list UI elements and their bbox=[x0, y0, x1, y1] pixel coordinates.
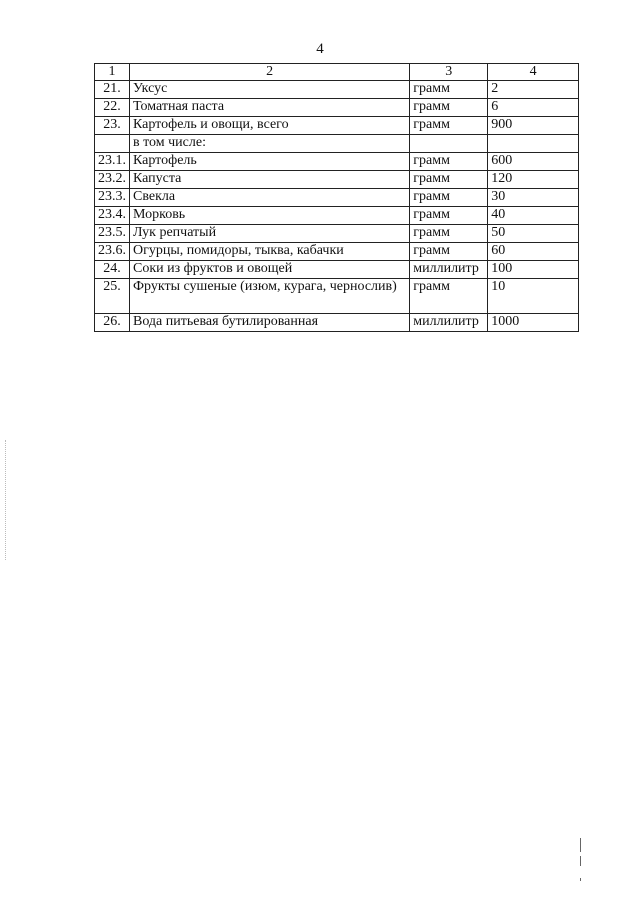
table-row bbox=[95, 81, 579, 99]
row-number: 24. bbox=[95, 261, 130, 279]
row-value: 50 bbox=[488, 225, 579, 243]
column-header-unit: 3 bbox=[410, 64, 488, 81]
row-product-name: Огурцы, помидоры, тыква, кабачки bbox=[130, 243, 410, 261]
row-product-name: Лук репчатый bbox=[130, 225, 410, 243]
row-unit: грамм bbox=[410, 279, 488, 314]
row-unit bbox=[410, 135, 488, 153]
row-unit: грамм bbox=[410, 153, 488, 171]
row-unit: грамм bbox=[410, 207, 488, 225]
row-product-name: Морковь bbox=[130, 207, 410, 225]
row-value bbox=[488, 135, 579, 153]
row-product-name: Уксус bbox=[130, 81, 410, 99]
column-header-number: 1 bbox=[95, 64, 130, 81]
row-value: 100 bbox=[488, 261, 579, 279]
table-row bbox=[95, 171, 579, 189]
row-number: 23.4. bbox=[95, 207, 130, 225]
table-row bbox=[95, 189, 579, 207]
row-number: 22. bbox=[95, 99, 130, 117]
table-header-row bbox=[95, 64, 579, 81]
row-number: 23.6. bbox=[95, 243, 130, 261]
row-number: 23. bbox=[95, 117, 130, 135]
row-product-name: Картофель bbox=[130, 153, 410, 171]
row-value: 40 bbox=[488, 207, 579, 225]
row-number: 23.1. bbox=[95, 153, 130, 171]
row-product-name: Фрукты сушеные (изюм, курага, чернослив) bbox=[130, 279, 410, 314]
row-product-name: в том числе: bbox=[130, 135, 410, 153]
row-value: 900 bbox=[488, 117, 579, 135]
table-row bbox=[95, 117, 579, 135]
row-value: 10 bbox=[488, 279, 579, 314]
row-unit: грамм bbox=[410, 171, 488, 189]
row-number: 26. bbox=[95, 314, 130, 332]
table-row bbox=[95, 99, 579, 117]
row-value: 120 bbox=[488, 171, 579, 189]
row-product-name: Картофель и овощи, всего bbox=[130, 117, 410, 135]
row-unit: миллилитр bbox=[410, 261, 488, 279]
row-value: 30 bbox=[488, 189, 579, 207]
row-product-name: Капуста bbox=[130, 171, 410, 189]
column-header-value: 4 bbox=[488, 64, 579, 81]
row-unit: грамм bbox=[410, 99, 488, 117]
row-value: 60 bbox=[488, 243, 579, 261]
row-unit: миллилитр bbox=[410, 314, 488, 332]
table-row bbox=[95, 314, 579, 332]
table-row bbox=[95, 225, 579, 243]
row-number: 23.3. bbox=[95, 189, 130, 207]
row-value: 1000 bbox=[488, 314, 579, 332]
row-unit: грамм bbox=[410, 81, 488, 99]
row-unit: грамм bbox=[410, 189, 488, 207]
table-row bbox=[95, 207, 579, 225]
scan-margin-artifact bbox=[5, 440, 8, 560]
table-row-subheading bbox=[95, 135, 579, 153]
row-product-name: Томатная паста bbox=[130, 99, 410, 117]
row-unit: грамм bbox=[410, 225, 488, 243]
page-number: 4 bbox=[316, 41, 324, 57]
scan-edge-artifact bbox=[578, 838, 584, 888]
row-product-name: Соки из фруктов и овощей bbox=[130, 261, 410, 279]
row-unit: грамм bbox=[410, 243, 488, 261]
table-row bbox=[95, 279, 579, 314]
table-row bbox=[95, 243, 579, 261]
row-number: 25. bbox=[95, 279, 130, 314]
row-value: 6 bbox=[488, 99, 579, 117]
row-product-name: Свекла bbox=[130, 189, 410, 207]
row-value: 600 bbox=[488, 153, 579, 171]
row-number bbox=[95, 135, 130, 153]
row-unit: грамм bbox=[410, 117, 488, 135]
row-product-name: Вода питьевая бутилированная bbox=[130, 314, 410, 332]
row-number: 21. bbox=[95, 81, 130, 99]
norms-table bbox=[94, 63, 579, 332]
column-header-name: 2 bbox=[130, 64, 410, 81]
row-number: 23.5. bbox=[95, 225, 130, 243]
row-number: 23.2. bbox=[95, 171, 130, 189]
table-row bbox=[95, 153, 579, 171]
table-row bbox=[95, 261, 579, 279]
row-value: 2 bbox=[488, 81, 579, 99]
